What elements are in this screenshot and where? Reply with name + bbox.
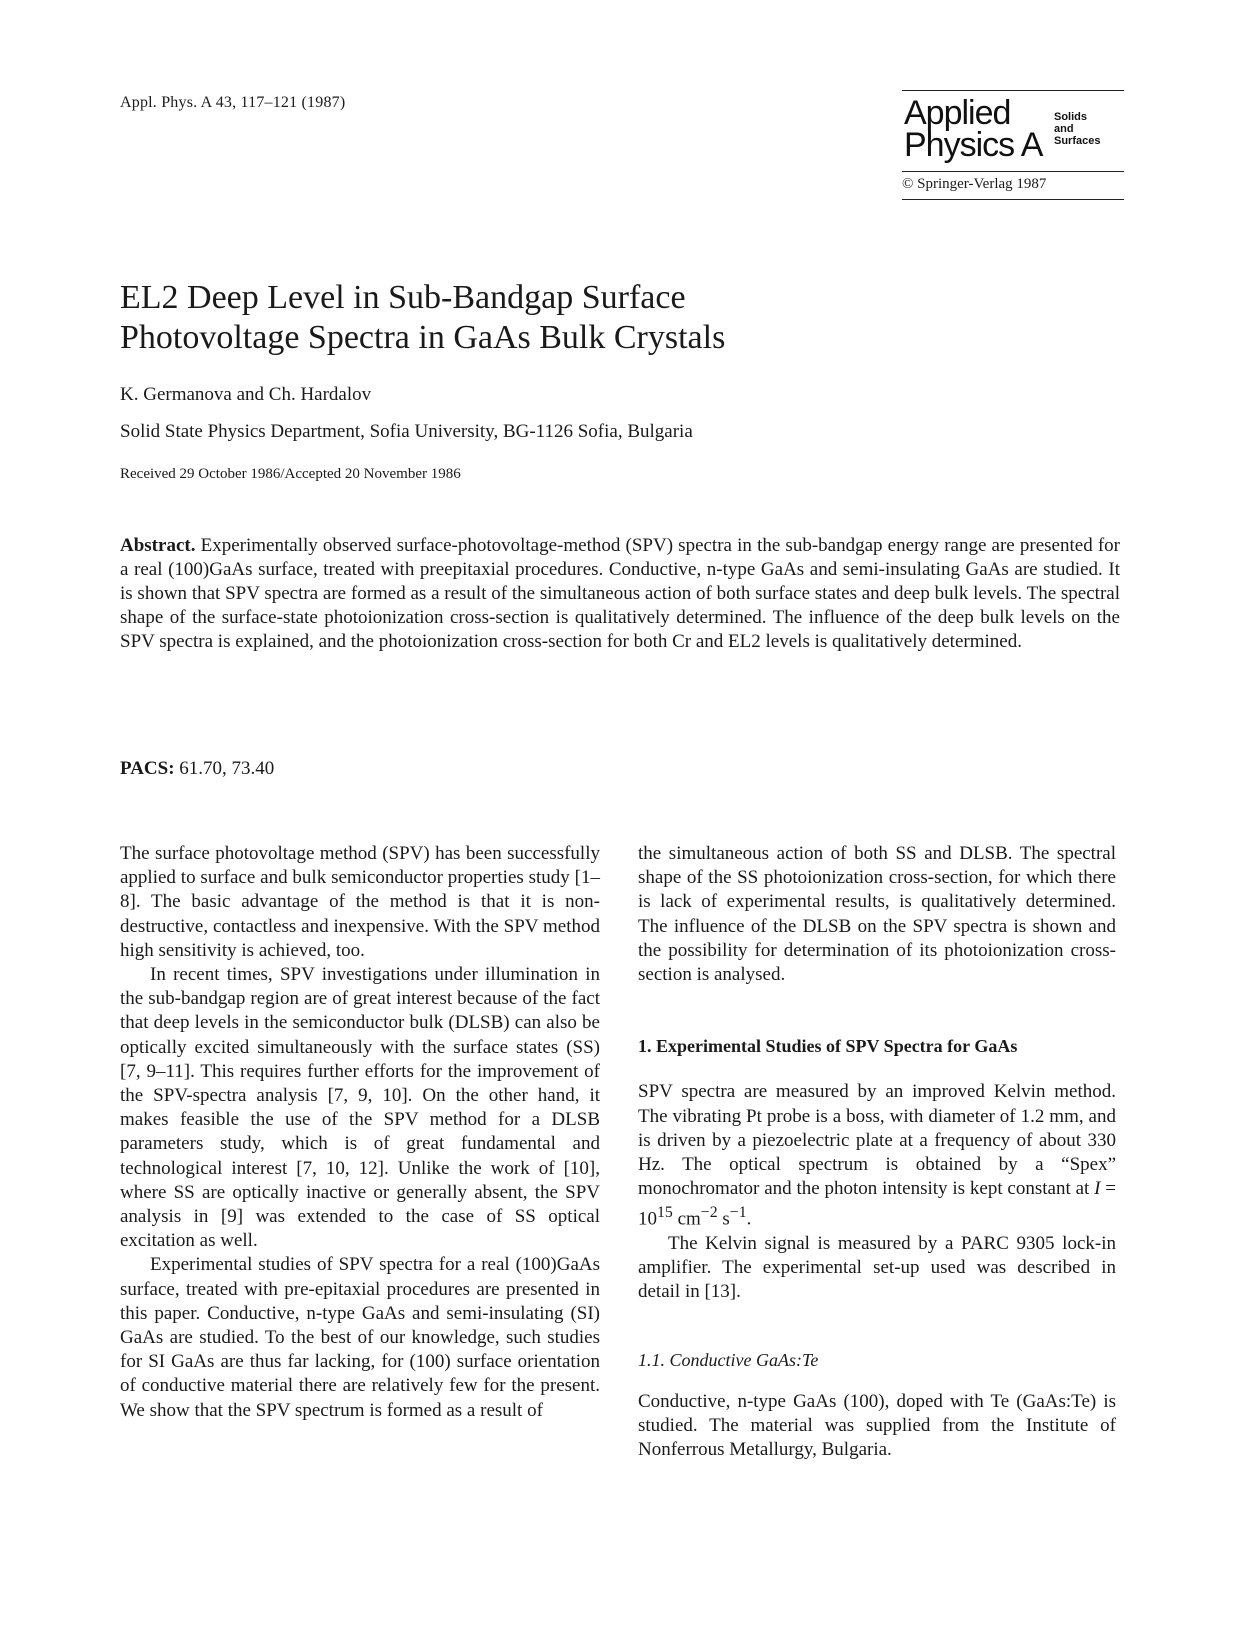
received-dates: Received 29 October 1986/Accepted 20 November 1986 [120,466,461,482]
logo-line-applied: Applied [904,94,1011,132]
title-line-1: EL2 Deep Level in Sub-Bandgap Surface [120,279,686,316]
affiliation: Solid State Physics Department, Sofia University, BG-1126 Sofia, Bulgaria [120,421,693,442]
formula-end: . [746,1208,752,1230]
unit-s-exponent: −1 [729,1204,747,1222]
intro-paragraph-2: In recent times, SPV investigations under illumination in the sub-bandgap region are of great interest because of the fact that deep levels in the semiconductor bulk (DLSB) can also be optically excited simultaneously with the surface states (SS) [7, 9–11]. This requires further efforts for the improvement of the SPV-spectra analysis [7, 9, 10]. On the other hand, it makes feasible the use of the SPV method for a DLSB parameters study, which is of great fundamental and technological interest [7, 10, 12]. Unlike the work of [10], where SS are optically inactive or generally absent, the SPV analysis in [9] was extended to the case of SS optical excitation as well. [120,964,600,1252]
abstract [120,534,1120,654]
abstract-text: Experimentally observed surface-photovoltage-method (SPV) spectra in the sub-bandgap energy range are presented for a real (100)GaAs surface, treated with preepitaxial procedures. Conductive, n-type GaAs and semi-insulating GaAs are studied. It is shown that SPV spectra are formed as a result of the simultaneous action of both surface states and deep bulk levels. The spectral shape of the surface-state photoionization cross-section is qualitatively determined. The influence of the deep bulk levels on the SPV spectra is explained, and the photoionization cross-section for both Cr and EL2 levels is qualitatively determined. [120,535,1121,652]
subsection-1-1-heading: 1.1. Conductive GaAs:Te [638,1349,819,1370]
logo-middle-rule [902,171,1124,172]
abstract-label: Abstract. [120,535,196,556]
logo-sub-and: and [1054,123,1074,135]
intensity-symbol: I [1094,1178,1101,1200]
journal-citation: Appl. Phys. A 43, 117–121 (1987) [120,94,346,111]
logo-wordmark [904,94,1043,164]
pacs-value: 61.70, 73.40 [179,758,275,779]
logo-sub-solids: Solids [1054,111,1088,123]
copyright-notice: © Springer-Verlag 1987 [902,176,1047,192]
logo-bottom-rule [902,199,1124,200]
left-column [120,842,600,1423]
pacs-codes [120,758,274,780]
right-column [638,842,1116,1462]
title-line-2: Photovoltage Spectra in GaAs Bulk Crystals [120,319,726,356]
unit-s: s [717,1208,730,1230]
intro-paragraph-1: The surface photovoltage method (SPV) has been successfully applied to surface and bulk semiconductor properties study [1–8]. The basic advantage of the method is that it is non-destructive, contactless and inexpensive. With the SPV method high sensitivity is achieved, too. [120,843,600,961]
logo-top-rule [902,90,1124,91]
unit-cm-exponent: −2 [700,1204,718,1222]
intro-paragraph-4: the simultaneous action of both SS and DLSB. The spectral shape of the SS photoionization cross-section, for which there is lack of experimental results, is qualitatively determined. The influence of the DLSB on the SPV spectra is shown and the possibility for determination of its photoionization cross-section is analysed. [638,843,1116,986]
authors: K. Germanova and Ch. Hardalov [120,384,372,405]
intensity-equals: = 10 [638,1178,1117,1230]
paper-title [120,278,1020,358]
intensity-exponent: 15 [657,1204,673,1222]
materials-paragraph: Conductive, n-type GaAs (100), doped with Te (GaAs:Te) is studied. The material was supplied from the Institute of Nonferrous Metallurgy, Bulgaria. [638,1390,1116,1461]
methods-paragraph-2: The Kelvin signal is measured by a PARC 9305 lock-in amplifier. The experimental set-up used was described in detail in [13]. [638,1232,1116,1303]
logo-sub-surfaces: Surfaces [1054,135,1101,147]
logo-subtitle [1054,111,1100,147]
journal-logo [902,90,1124,200]
methods-text: SPV spectra are measured by an improved Kelvin method. The vibrating Pt probe is a boss, with diameter of 1.2 mm, and is driven by a piezoelectric plate at a frequency of about 330 Hz. The optical spectrum is obtained by a “Spex” monochromator and the photon intensity is kept constant at [638,1081,1116,1200]
intro-paragraph-3: Experimental studies of SPV spectra for a real (100)GaAs surface, treated with pre-epitaxial procedures are presented in this paper. Conductive, n-type GaAs and semi-insulating (SI) GaAs are studied. To the best of our knowledge, such studies for SI GaAs are thus far lacking, for (100) surface orientation of conductive material there are relatively few for the present. We show that the SPV spectrum is formed as a result of [120,1254,600,1421]
logo-line-physics: Physics A [904,126,1043,164]
methods-paragraph-1 [638,1080,1116,1232]
section-1-heading: 1. Experimental Studies of SPV Spectra for GaAs [638,1036,1018,1057]
unit-cm: cm [672,1208,701,1230]
pacs-label: PACS: [120,758,175,779]
